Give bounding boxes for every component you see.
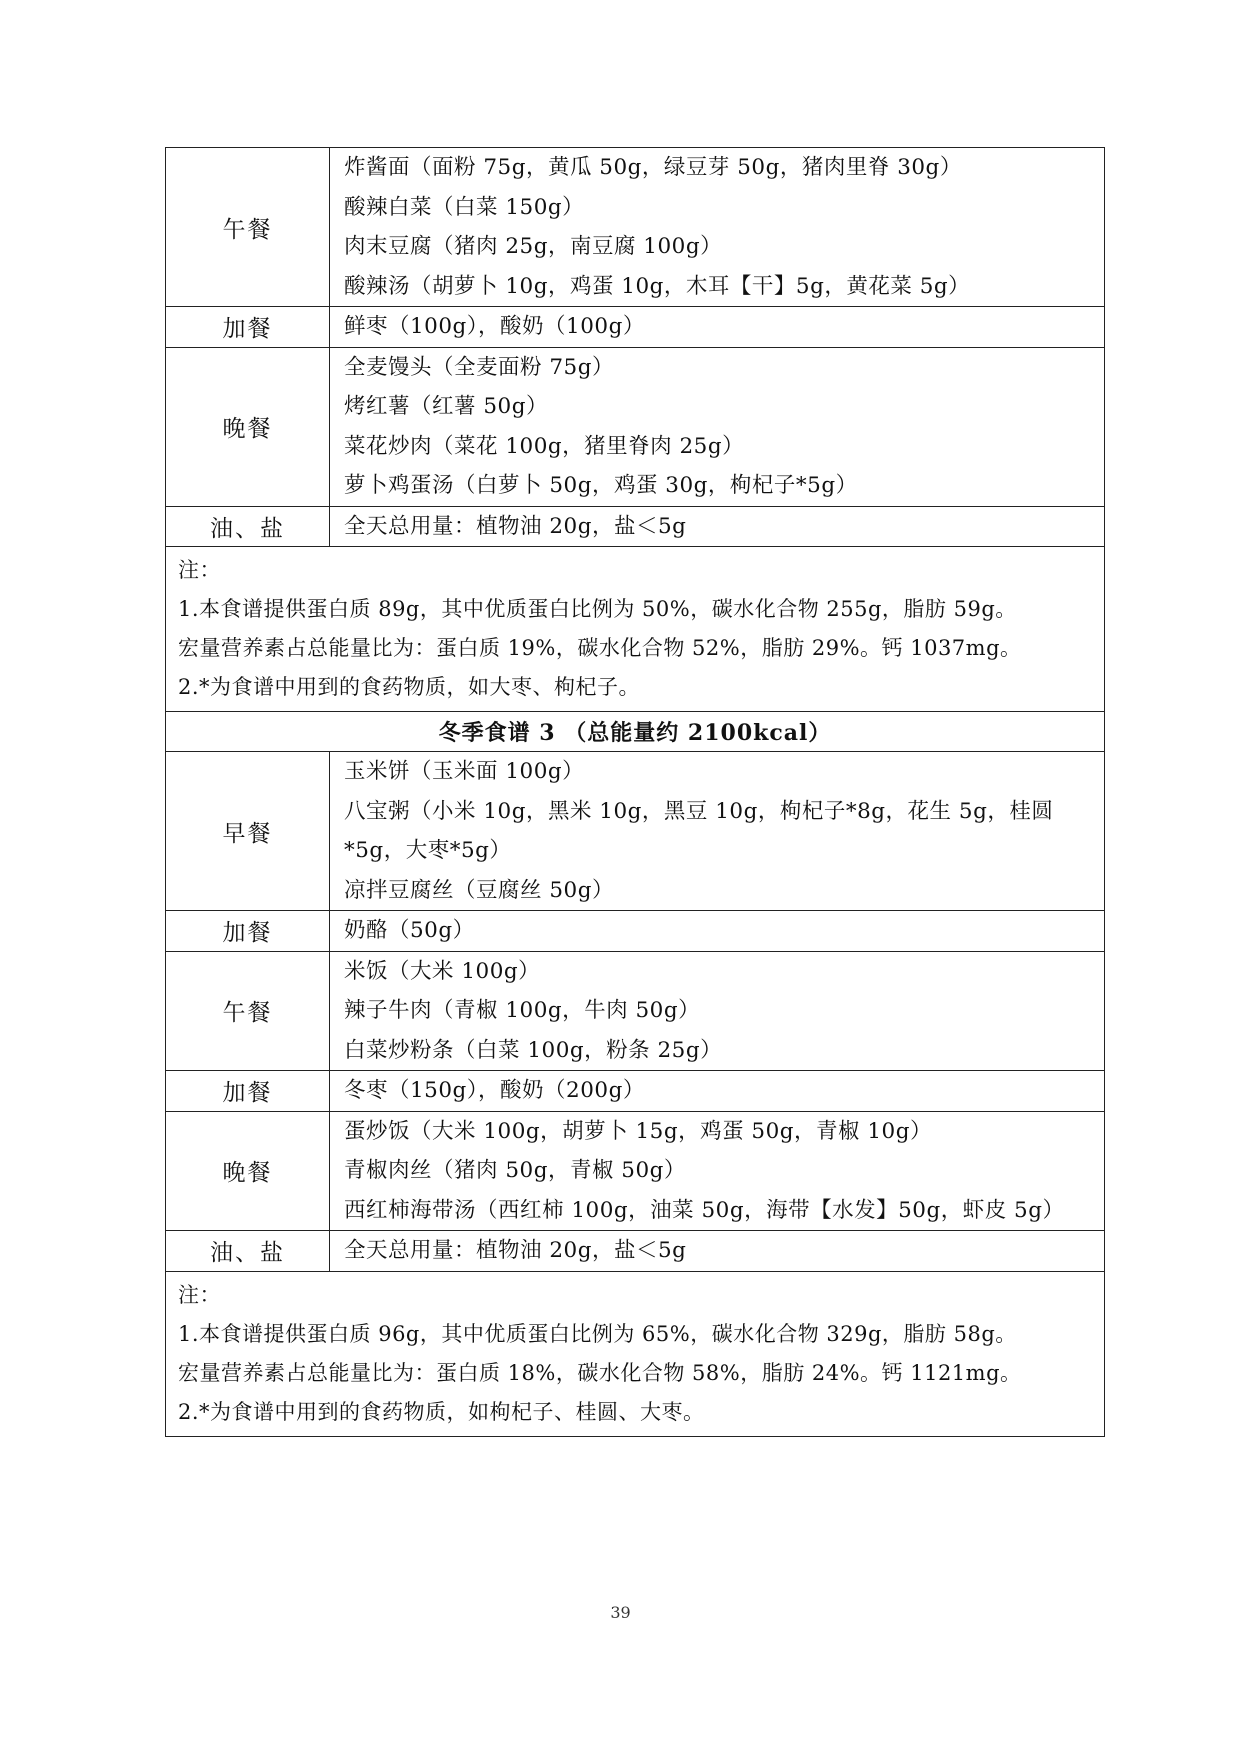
note-cell — [166, 547, 1105, 712]
menu-item: 青椒肉丝（猪肉 50g，青椒 50g） — [344, 1158, 686, 1183]
section-header-row — [166, 712, 1105, 752]
table-row — [166, 1071, 1105, 1112]
menu-item: 酸辣汤（胡萝卜 10g，鸡蛋 10g，木耳【干】5g，黄花菜 5g） — [344, 273, 971, 299]
note-line: 注： — [178, 558, 221, 582]
note-row — [166, 1271, 1105, 1436]
meal-label: 加餐 — [166, 1071, 330, 1112]
menu-item: 蛋炒饭（大米 100g，胡萝卜 15g，鸡蛋 50g，青椒 10g） — [344, 1118, 933, 1144]
menu-item: 白菜炒粉条（白菜 100g，粉条 25g） — [344, 1037, 723, 1063]
meal-items — [330, 1111, 1105, 1231]
menu-item: 烤红薯（红薯 50g） — [344, 394, 548, 419]
meal-items — [330, 1231, 1105, 1272]
table-row — [166, 911, 1105, 952]
menu-item: 萝卜鸡蛋汤（白萝卜 50g，鸡蛋 30g，枸杞子*5g） — [344, 473, 858, 498]
meal-label: 早餐 — [166, 752, 330, 911]
meal-items — [330, 1071, 1105, 1112]
menu-item: 炸酱面（面粉 75g，黄瓜 50g，绿豆芽 50g，猪肉里脊 30g） — [344, 155, 962, 180]
menu-item: 鲜枣（100g），酸奶（100g） — [344, 314, 645, 339]
menu-item: 菜花炒肉（菜花 100g，猪里脊肉 25g） — [344, 433, 745, 459]
section-title: 冬季食谱 3 （总能量约 2100kcal） — [166, 712, 1105, 752]
meal-label: 晚餐 — [166, 1111, 330, 1231]
meal-items — [330, 148, 1105, 307]
meal-items — [330, 752, 1105, 911]
meal-items — [330, 307, 1105, 348]
note-row — [166, 547, 1105, 712]
menu-item: 西红柿海带汤（西红柿 100g，油菜 50g，海带【水发】50g，虾皮 5g） — [344, 1197, 1065, 1223]
meal-label: 加餐 — [166, 307, 330, 348]
table-row — [166, 1111, 1105, 1231]
meal-label: 午餐 — [166, 148, 330, 307]
table-row — [166, 347, 1105, 506]
menu-item: 肉末豆腐（猪肉 25g，南豆腐 100g） — [344, 234, 723, 259]
note-line: 宏量营养素占总能量比为：蛋白质 18%，碳水化合物 58%，脂肪 24%。钙 1121mg。 — [178, 1360, 1022, 1385]
menu-item: 凉拌豆腐丝（豆腐丝 50g） — [344, 877, 614, 903]
meal-label: 午餐 — [166, 951, 330, 1071]
note-line: 宏量营养素占总能量比为：蛋白质 19%，碳水化合物 52%，脂肪 29%。钙 1037mg。 — [178, 636, 1022, 660]
table-row — [166, 752, 1105, 911]
menu-item: 奶酪（50g） — [344, 918, 475, 943]
note-line: 1.本食谱提供蛋白质 89g，其中优质蛋白比例为 50%，碳水化合物 255g，脂肪 59g。 — [178, 597, 1017, 621]
menu-item: 冬枣（150g），酸奶（200g） — [344, 1078, 645, 1103]
table-row — [166, 506, 1105, 547]
note-line: 注： — [178, 1282, 221, 1307]
meal-label: 油、盐 — [166, 506, 330, 547]
menu-item: 米饭（大米 100g） — [344, 958, 541, 984]
table-row — [166, 1231, 1105, 1272]
note-line: 1.本食谱提供蛋白质 96g，其中优质蛋白比例为 65%，碳水化合物 329g，脂肪 58g。 — [178, 1321, 1017, 1346]
menu-item: 辣子牛肉（青椒 100g，牛肉 50g） — [344, 998, 701, 1023]
table-row — [166, 951, 1105, 1071]
meal-label: 晚餐 — [166, 347, 330, 506]
meal-items — [330, 347, 1105, 506]
meal-label: 油、盐 — [166, 1231, 330, 1272]
table-row — [166, 148, 1105, 307]
meal-items — [330, 506, 1105, 547]
menu-item: 酸辣白菜（白菜 150g） — [344, 194, 585, 220]
menu-item: 玉米饼（玉米面 100g） — [344, 759, 585, 784]
note-line: 2.*为食谱中用到的食药物质，如大枣、枸杞子。 — [178, 675, 641, 699]
menu-item: 八宝粥（小米 10g，黑米 10g，黑豆 10g，枸杞子*8g，花生 5g，桂圆*5g，大枣*5g） — [344, 798, 1054, 863]
note-line: 2.*为食谱中用到的食药物质，如枸杞子、桂圆、大枣。 — [178, 1399, 705, 1424]
note-cell — [166, 1271, 1105, 1436]
meal-items — [330, 951, 1105, 1071]
menu-table — [165, 147, 1105, 1437]
page-number: 39 — [610, 1603, 631, 1622]
meal-items — [330, 911, 1105, 952]
table-row — [166, 307, 1105, 348]
menu-item: 全天总用量：植物油 20g，盐＜5g — [344, 513, 687, 539]
menu-item: 全天总用量：植物油 20g，盐＜5g — [344, 1238, 687, 1263]
menu-item: 全麦馒头（全麦面粉 75g） — [344, 354, 614, 380]
meal-label: 加餐 — [166, 911, 330, 952]
